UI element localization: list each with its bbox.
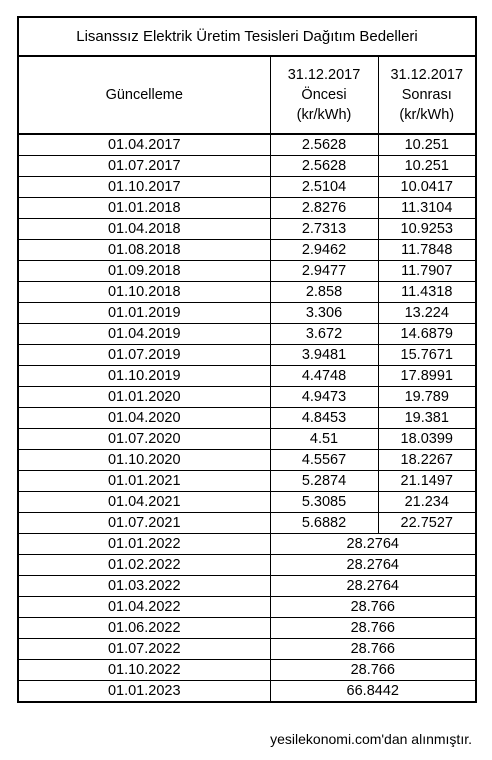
before-value-cell: 2.9462 bbox=[270, 240, 378, 261]
date-cell: 01.01.2022 bbox=[18, 534, 270, 555]
table-row bbox=[18, 387, 476, 408]
table-row bbox=[18, 681, 476, 703]
before-value-cell: 3.672 bbox=[270, 324, 378, 345]
date-cell: 01.01.2021 bbox=[18, 471, 270, 492]
table-row bbox=[18, 639, 476, 660]
before-value-cell: 2.5104 bbox=[270, 177, 378, 198]
source-note: yesilekonomi.com'dan alınmıştır. bbox=[270, 731, 472, 747]
table-row bbox=[18, 366, 476, 387]
table-row bbox=[18, 240, 476, 261]
before-value-cell: 4.5567 bbox=[270, 450, 378, 471]
header-row bbox=[18, 56, 476, 134]
header-before-line3: (kr/kWh) bbox=[296, 107, 352, 123]
table-row bbox=[18, 513, 476, 534]
merged-value-cell: 28.2764 bbox=[270, 534, 476, 555]
table-row bbox=[18, 471, 476, 492]
before-value-cell: 5.3085 bbox=[270, 492, 378, 513]
date-cell: 01.02.2022 bbox=[18, 555, 270, 576]
table-row bbox=[18, 660, 476, 681]
after-value-cell: 21.234 bbox=[378, 492, 476, 513]
date-cell: 01.10.2020 bbox=[18, 450, 270, 471]
date-cell: 01.04.2019 bbox=[18, 324, 270, 345]
table-row bbox=[18, 177, 476, 198]
date-cell: 01.04.2018 bbox=[18, 219, 270, 240]
before-value-cell: 2.5628 bbox=[270, 134, 378, 156]
before-value-cell: 5.2874 bbox=[270, 471, 378, 492]
before-value-cell: 4.51 bbox=[270, 429, 378, 450]
table-row bbox=[18, 345, 476, 366]
after-value-cell: 19.381 bbox=[378, 408, 476, 429]
date-cell: 01.04.2017 bbox=[18, 134, 270, 156]
table-title: Lisanssız Elektrik Üretim Tesisleri Dağıtım Bedelleri bbox=[18, 17, 476, 56]
date-cell: 01.01.2020 bbox=[18, 387, 270, 408]
table-row bbox=[18, 156, 476, 177]
merged-value-cell: 28.2764 bbox=[270, 555, 476, 576]
after-value-cell: 11.7907 bbox=[378, 261, 476, 282]
merged-value-cell: 28.766 bbox=[270, 660, 476, 681]
header-after-line3: (kr/kWh) bbox=[399, 107, 455, 123]
header-before bbox=[270, 56, 378, 134]
date-cell: 01.10.2017 bbox=[18, 177, 270, 198]
table-row bbox=[18, 303, 476, 324]
after-value-cell: 10.0417 bbox=[378, 177, 476, 198]
merged-value-cell: 28.766 bbox=[270, 639, 476, 660]
before-value-cell: 4.8453 bbox=[270, 408, 378, 429]
header-after bbox=[378, 56, 476, 134]
before-value-cell: 3.9481 bbox=[270, 345, 378, 366]
table-row bbox=[18, 618, 476, 639]
date-cell: 01.04.2021 bbox=[18, 492, 270, 513]
table-row bbox=[18, 450, 476, 471]
table-row bbox=[18, 597, 476, 618]
merged-value-cell: 66.8442 bbox=[270, 681, 476, 703]
before-value-cell: 5.6882 bbox=[270, 513, 378, 534]
date-cell: 01.09.2018 bbox=[18, 261, 270, 282]
merged-value-cell: 28.766 bbox=[270, 618, 476, 639]
table-row bbox=[18, 408, 476, 429]
after-value-cell: 18.0399 bbox=[378, 429, 476, 450]
before-value-cell: 3.306 bbox=[270, 303, 378, 324]
table-row bbox=[18, 492, 476, 513]
date-cell: 01.04.2022 bbox=[18, 597, 270, 618]
header-after-line1: 31.12.2017 bbox=[390, 67, 464, 83]
date-cell: 01.04.2020 bbox=[18, 408, 270, 429]
after-value-cell: 19.789 bbox=[378, 387, 476, 408]
table-title-row bbox=[18, 17, 476, 56]
table-row bbox=[18, 429, 476, 450]
after-value-cell: 22.7527 bbox=[378, 513, 476, 534]
after-value-cell: 11.3104 bbox=[378, 198, 476, 219]
date-cell: 01.10.2022 bbox=[18, 660, 270, 681]
header-before-line2: Öncesi bbox=[301, 87, 347, 103]
date-cell: 01.07.2020 bbox=[18, 429, 270, 450]
before-value-cell: 4.4748 bbox=[270, 366, 378, 387]
tariff-table bbox=[17, 16, 477, 703]
merged-value-cell: 28.766 bbox=[270, 597, 476, 618]
after-value-cell: 17.8991 bbox=[378, 366, 476, 387]
table-row bbox=[18, 219, 476, 240]
after-value-cell: 11.7848 bbox=[378, 240, 476, 261]
table-row bbox=[18, 261, 476, 282]
table-row bbox=[18, 198, 476, 219]
before-value-cell: 2.858 bbox=[270, 282, 378, 303]
date-cell: 01.10.2019 bbox=[18, 366, 270, 387]
before-value-cell: 2.8276 bbox=[270, 198, 378, 219]
date-cell: 01.01.2019 bbox=[18, 303, 270, 324]
header-update: Güncelleme bbox=[18, 56, 270, 134]
after-value-cell: 13.224 bbox=[378, 303, 476, 324]
date-cell: 01.07.2019 bbox=[18, 345, 270, 366]
date-cell: 01.10.2018 bbox=[18, 282, 270, 303]
header-before-line1: 31.12.2017 bbox=[287, 67, 361, 83]
date-cell: 01.06.2022 bbox=[18, 618, 270, 639]
after-value-cell: 10.251 bbox=[378, 134, 476, 156]
after-value-cell: 15.7671 bbox=[378, 345, 476, 366]
table-row bbox=[18, 134, 476, 156]
date-cell: 01.03.2022 bbox=[18, 576, 270, 597]
date-cell: 01.01.2023 bbox=[18, 681, 270, 703]
after-value-cell: 10.9253 bbox=[378, 219, 476, 240]
date-cell: 01.07.2017 bbox=[18, 156, 270, 177]
table-row bbox=[18, 534, 476, 555]
before-value-cell: 2.7313 bbox=[270, 219, 378, 240]
after-value-cell: 18.2267 bbox=[378, 450, 476, 471]
merged-value-cell: 28.2764 bbox=[270, 576, 476, 597]
date-cell: 01.07.2022 bbox=[18, 639, 270, 660]
after-value-cell: 10.251 bbox=[378, 156, 476, 177]
header-after-line2: Sonrası bbox=[401, 87, 452, 103]
after-value-cell: 14.6879 bbox=[378, 324, 476, 345]
table-row bbox=[18, 555, 476, 576]
table-row bbox=[18, 576, 476, 597]
after-value-cell: 11.4318 bbox=[378, 282, 476, 303]
date-cell: 01.07.2021 bbox=[18, 513, 270, 534]
date-cell: 01.08.2018 bbox=[18, 240, 270, 261]
date-cell: 01.01.2018 bbox=[18, 198, 270, 219]
before-value-cell: 2.9477 bbox=[270, 261, 378, 282]
table-row bbox=[18, 282, 476, 303]
before-value-cell: 4.9473 bbox=[270, 387, 378, 408]
table-row bbox=[18, 324, 476, 345]
after-value-cell: 21.1497 bbox=[378, 471, 476, 492]
before-value-cell: 2.5628 bbox=[270, 156, 378, 177]
